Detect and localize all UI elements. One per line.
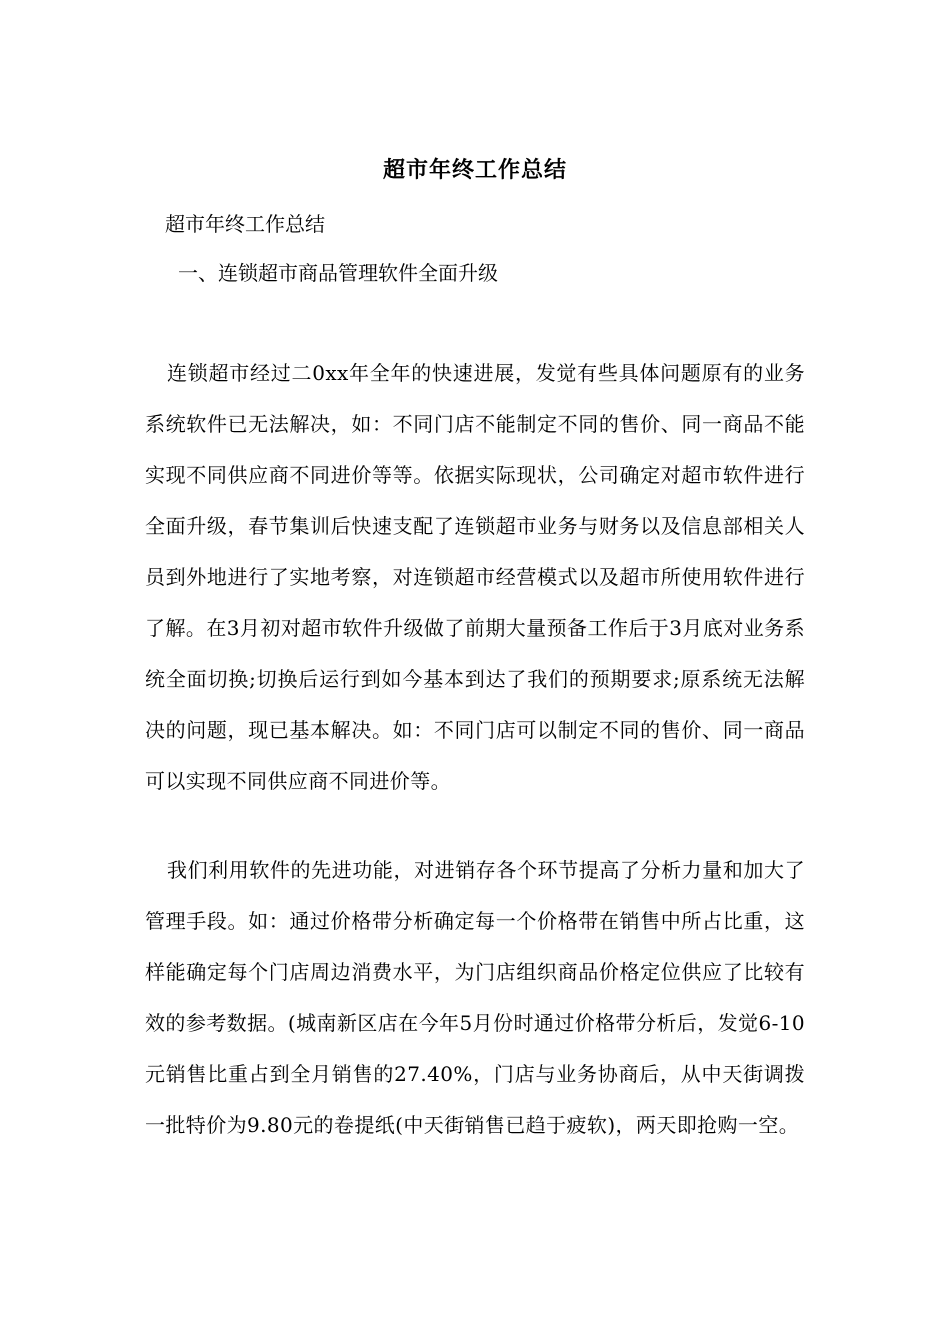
document-subtitle: 超市年终工作总结	[165, 212, 325, 236]
document-title: 超市年终工作总结	[382, 157, 567, 183]
paragraph-price-analysis: 我们利用软件的先进功能，对进销存各个环节提高了分析力量和加大了管理手段。如：通过价格带分析确定每一个价格带在销售中所占比重，这样能确定每个门店周边消费水平，为门店组织商品价格定位供应了比较有效的参考数据。(城南新区店在今年5月份时通过价格带分析后，发觉6-10元销售比重占到全月销售的27.40%，门店与业务协商后，从中天街调拨一批特价为9.80元的卷提纸(中天街销售已趋于疲软)，两天即抢购一空。	[145, 858, 805, 1137]
section-heading: 一、连锁超市商品管理软件全面升级	[178, 261, 498, 285]
paragraph-software-upgrade: 连锁超市经过二0xx年全年的快速进展，发觉有些具体问题原有的业务系统软件已无法解决，如：不同门店不能制定不同的售价、同一商品不能实现不同供应商不同进价等等。依据实际现状，公司确定对超市软件进行全面升级，春节集训后快速支配了连锁超市业务与财务以及信息部相关人员到外地进行了实地考察，对连锁超市经营模式以及超市所使用软件进行了解。在3月初对超市软件升级做了前期大量预备工作后于3月底对业务系统全面切换;切换后运行到如今基本到达了我们的预期要求;原系统无法解决的问题，现已基本解决。如：不同门店可以制定不同的售价、同一商品可以实现不同供应商不同进价等。	[145, 361, 805, 793]
